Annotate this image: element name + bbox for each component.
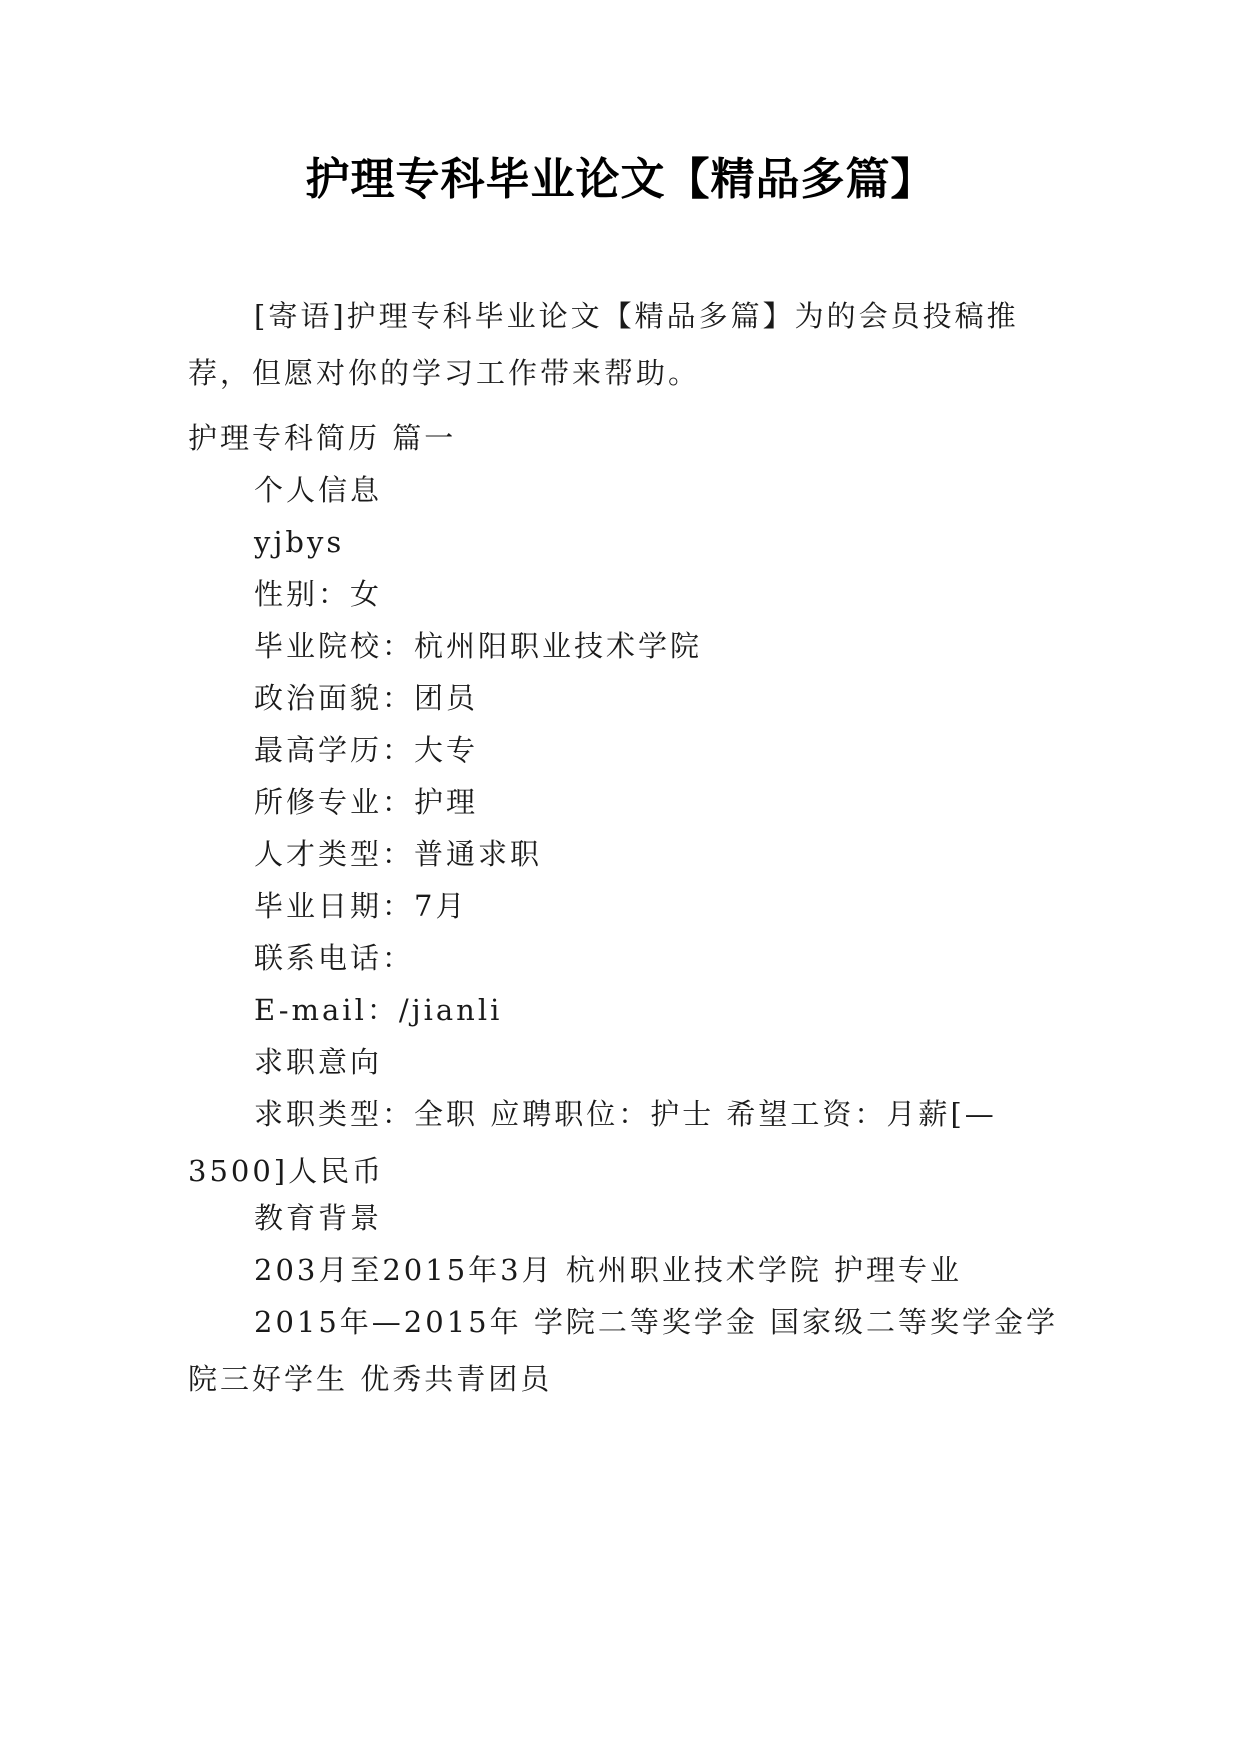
resume-line-school: 毕业院校：杭州阳职业技术学院	[254, 629, 703, 663]
job-intent-paragraph: 求职类型：全职 应聘职位：护士 希望工资：月薪[—3500]人民币	[188, 1097, 997, 1188]
intro-paragraph: [寄语]护理专科毕业论文【精品多篇】为的会员投稿推荐，但愿对你的学习工作带来帮助。	[188, 299, 1019, 390]
section-heading: 护理专科简历 篇一	[188, 421, 457, 455]
education-heading: 教育背景	[254, 1201, 383, 1235]
resume-line-job-intent-heading: 求职意向	[254, 1045, 383, 1079]
awards-paragraph: 2015年—2015年 学院二等奖学金 国家级二等奖学金学院三好学生 优秀共青团员	[188, 1305, 1059, 1396]
resume-line-political-status: 政治面貌：团员	[254, 681, 479, 715]
resume-line-personal-info: 个人信息	[254, 473, 383, 507]
resume-line-gender: 性别：女	[254, 577, 383, 611]
resume-line-graduation-date: 毕业日期：7月	[254, 889, 468, 923]
document-title: 护理专科毕业论文【精品多篇】	[305, 154, 936, 205]
resume-line-education-level: 最高学历：大专	[254, 733, 479, 767]
education-line: 203月至2015年3月 杭州职业技术学院 护理专业	[254, 1253, 963, 1287]
resume-line-name: yjbys	[254, 525, 345, 559]
resume-line-email: E-mail：/jianli	[254, 993, 503, 1027]
resume-line-talent-type: 人才类型：普通求职	[254, 837, 543, 871]
resume-line-major: 所修专业：护理	[254, 785, 479, 819]
resume-line-phone: 联系电话：	[254, 941, 415, 975]
